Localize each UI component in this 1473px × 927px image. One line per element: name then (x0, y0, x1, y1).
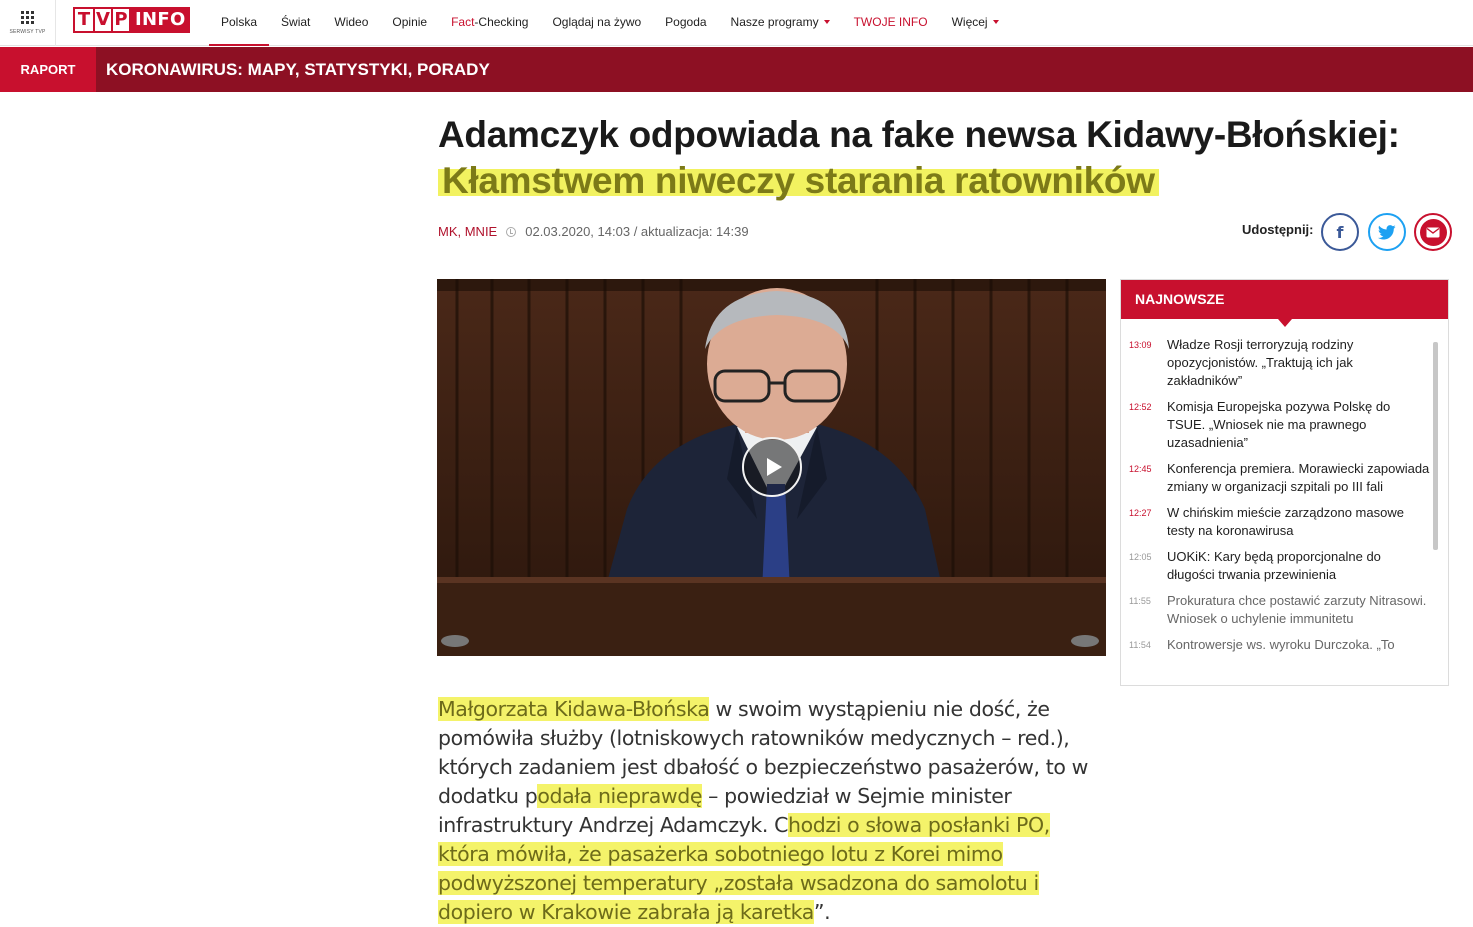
list-item[interactable] (1129, 460, 1430, 496)
tvp-info-logo[interactable] (73, 7, 190, 33)
grid-icon (21, 11, 34, 24)
email-icon (1420, 219, 1447, 246)
list-item[interactable] (1129, 592, 1430, 628)
scrollbar[interactable] (1433, 342, 1438, 550)
nav-item-opinie[interactable]: Opinie (392, 15, 428, 29)
nav-item-polska[interactable]: Polska (209, 0, 269, 46)
chevron-down-icon (993, 20, 999, 24)
article-date: 02.03.2020, 14:03 (525, 224, 631, 239)
logo-letter: T (77, 9, 91, 30)
play-icon[interactable] (742, 437, 802, 497)
nav-item-nasze-programy-label: Nasze programy (730, 15, 819, 29)
report-tag[interactable]: RAPORT (0, 47, 96, 92)
news-headline[interactable]: UOKiK: Kary będą proporcjonalne do długości trwania przewinienia (1167, 549, 1381, 582)
news-time: 13:09 (1129, 340, 1152, 350)
list-item[interactable] (1129, 504, 1430, 540)
nav-item-wiecej[interactable] (940, 0, 1011, 46)
services-label: SERWISY TVP (9, 29, 46, 35)
body-text: ”. (813, 900, 831, 924)
nav-item-ogladaj[interactable]: Oglądaj na żywo (552, 15, 642, 29)
logo-letter: P (111, 9, 129, 31)
list-item[interactable] (1129, 398, 1430, 452)
news-time: 12:52 (1129, 402, 1152, 412)
highlighted-text: hodzi o słowa posłanki PO, która mówiła, że pasażerka sobotniego lotu z Korei mimo podwyższonej temperatury „została wsadzona do samolotu i d (438, 813, 1050, 924)
headline-highlight: Kłamstwem niweczy starania ratowników (438, 160, 1159, 201)
article-meta (438, 224, 749, 239)
latest-news-list (1121, 319, 1448, 654)
clock-icon (506, 227, 516, 237)
highlighted-name: Małgorzata Kidawa-Błońska (438, 697, 710, 721)
video-player[interactable] (437, 279, 1106, 656)
news-headline[interactable]: W chińskim mieście zarządzono masowe testy na koronawirusa (1167, 505, 1404, 538)
email-share-button[interactable] (1414, 213, 1452, 251)
body-text: w swoim wystąpieniu nie dość, że pomówiła służby (lotniskowych ratowników medycznych – red.), których zadaniem jest dbałość o bezpieczeństwo pasażerów, to w dodatku p (438, 697, 1088, 808)
news-headline[interactable]: Władze Rosji terroryzują rodziny opozycjonistów. „Traktują ich jak zakładników” (1167, 337, 1354, 388)
news-time: 11:55 (1129, 596, 1151, 606)
logo-letter: V (93, 9, 111, 31)
logo-info-text: INFO (131, 7, 190, 33)
body-text: – powiedział w Sejmie minister infrastruktury Andrzej Adamczyk. C (438, 784, 1012, 837)
news-time: 11:54 (1129, 640, 1151, 650)
news-headline[interactable]: Prokuratura chce postawić zarzuty Nitrasowi. Wniosek o uchylenie immunitetu (1167, 593, 1427, 626)
latest-news-panel (1120, 279, 1449, 686)
list-item[interactable] (1129, 336, 1430, 390)
headline-text: Adamczyk odpowiada na fake newsa Kidawy-Błońskiej: (438, 114, 1400, 155)
nav-item-wideo[interactable]: Wideo (334, 15, 369, 29)
chevron-down-icon (824, 20, 830, 24)
facebook-icon: f (1336, 222, 1344, 242)
list-fade (1121, 655, 1448, 685)
highlighted-text: opiero w Krakowie zabrała ją karetka (450, 900, 814, 924)
top-navigation (0, 0, 1473, 46)
news-time: 12:27 (1129, 508, 1152, 518)
share-label: Udostępnij: (1242, 222, 1314, 237)
main-nav (209, 0, 1011, 46)
nav-item-swiat[interactable]: Świat (281, 15, 311, 29)
news-headline[interactable]: Kontrowersje ws. wyroku Durczoka. „To (1167, 637, 1395, 652)
twitter-icon (1378, 225, 1396, 240)
tvp-logo-mark (73, 7, 131, 33)
news-headline[interactable]: Konferencja premiera. Morawiecki zapowiada zmiany w organizacji szpitali po III fali (1167, 461, 1430, 494)
article-headline (438, 112, 1438, 204)
facebook-share-button[interactable] (1321, 213, 1359, 251)
nav-item-pogoda[interactable]: Pogoda (665, 15, 707, 29)
list-item[interactable] (1129, 548, 1430, 584)
list-item[interactable] (1129, 636, 1430, 654)
nav-item-fact-red: Fact (451, 15, 475, 29)
nav-item-nasze-programy[interactable] (719, 0, 842, 46)
article-author[interactable]: MK, MNIE (438, 224, 498, 239)
highlighted-text: odała nieprawdę (537, 784, 703, 808)
article-update: / aktualizacja: 14:39 (633, 224, 749, 239)
report-bar (0, 47, 1473, 92)
report-title-link[interactable]: KORONAWIRUS: MAPY, STATYSTYKI, PORADY (106, 60, 490, 79)
news-time: 12:45 (1129, 464, 1152, 474)
news-time: 12:05 (1129, 552, 1152, 562)
nav-item-fact-checking[interactable] (439, 0, 540, 46)
nav-item-checking: -Checking (474, 15, 529, 29)
services-menu-button[interactable] (0, 0, 56, 46)
nav-item-wiecej-label: Więcej (951, 15, 988, 29)
twitter-share-button[interactable] (1368, 213, 1406, 251)
news-headline[interactable]: Komisja Europejska pozywa Polskę do TSUE. „Wniosek nie ma prawnego uzasadnienia” (1167, 399, 1391, 450)
nav-item-twoje-info[interactable]: TWOJE INFO (853, 15, 928, 29)
article-body (438, 695, 1106, 927)
latest-news-title: NAJNOWSZE (1121, 280, 1448, 319)
